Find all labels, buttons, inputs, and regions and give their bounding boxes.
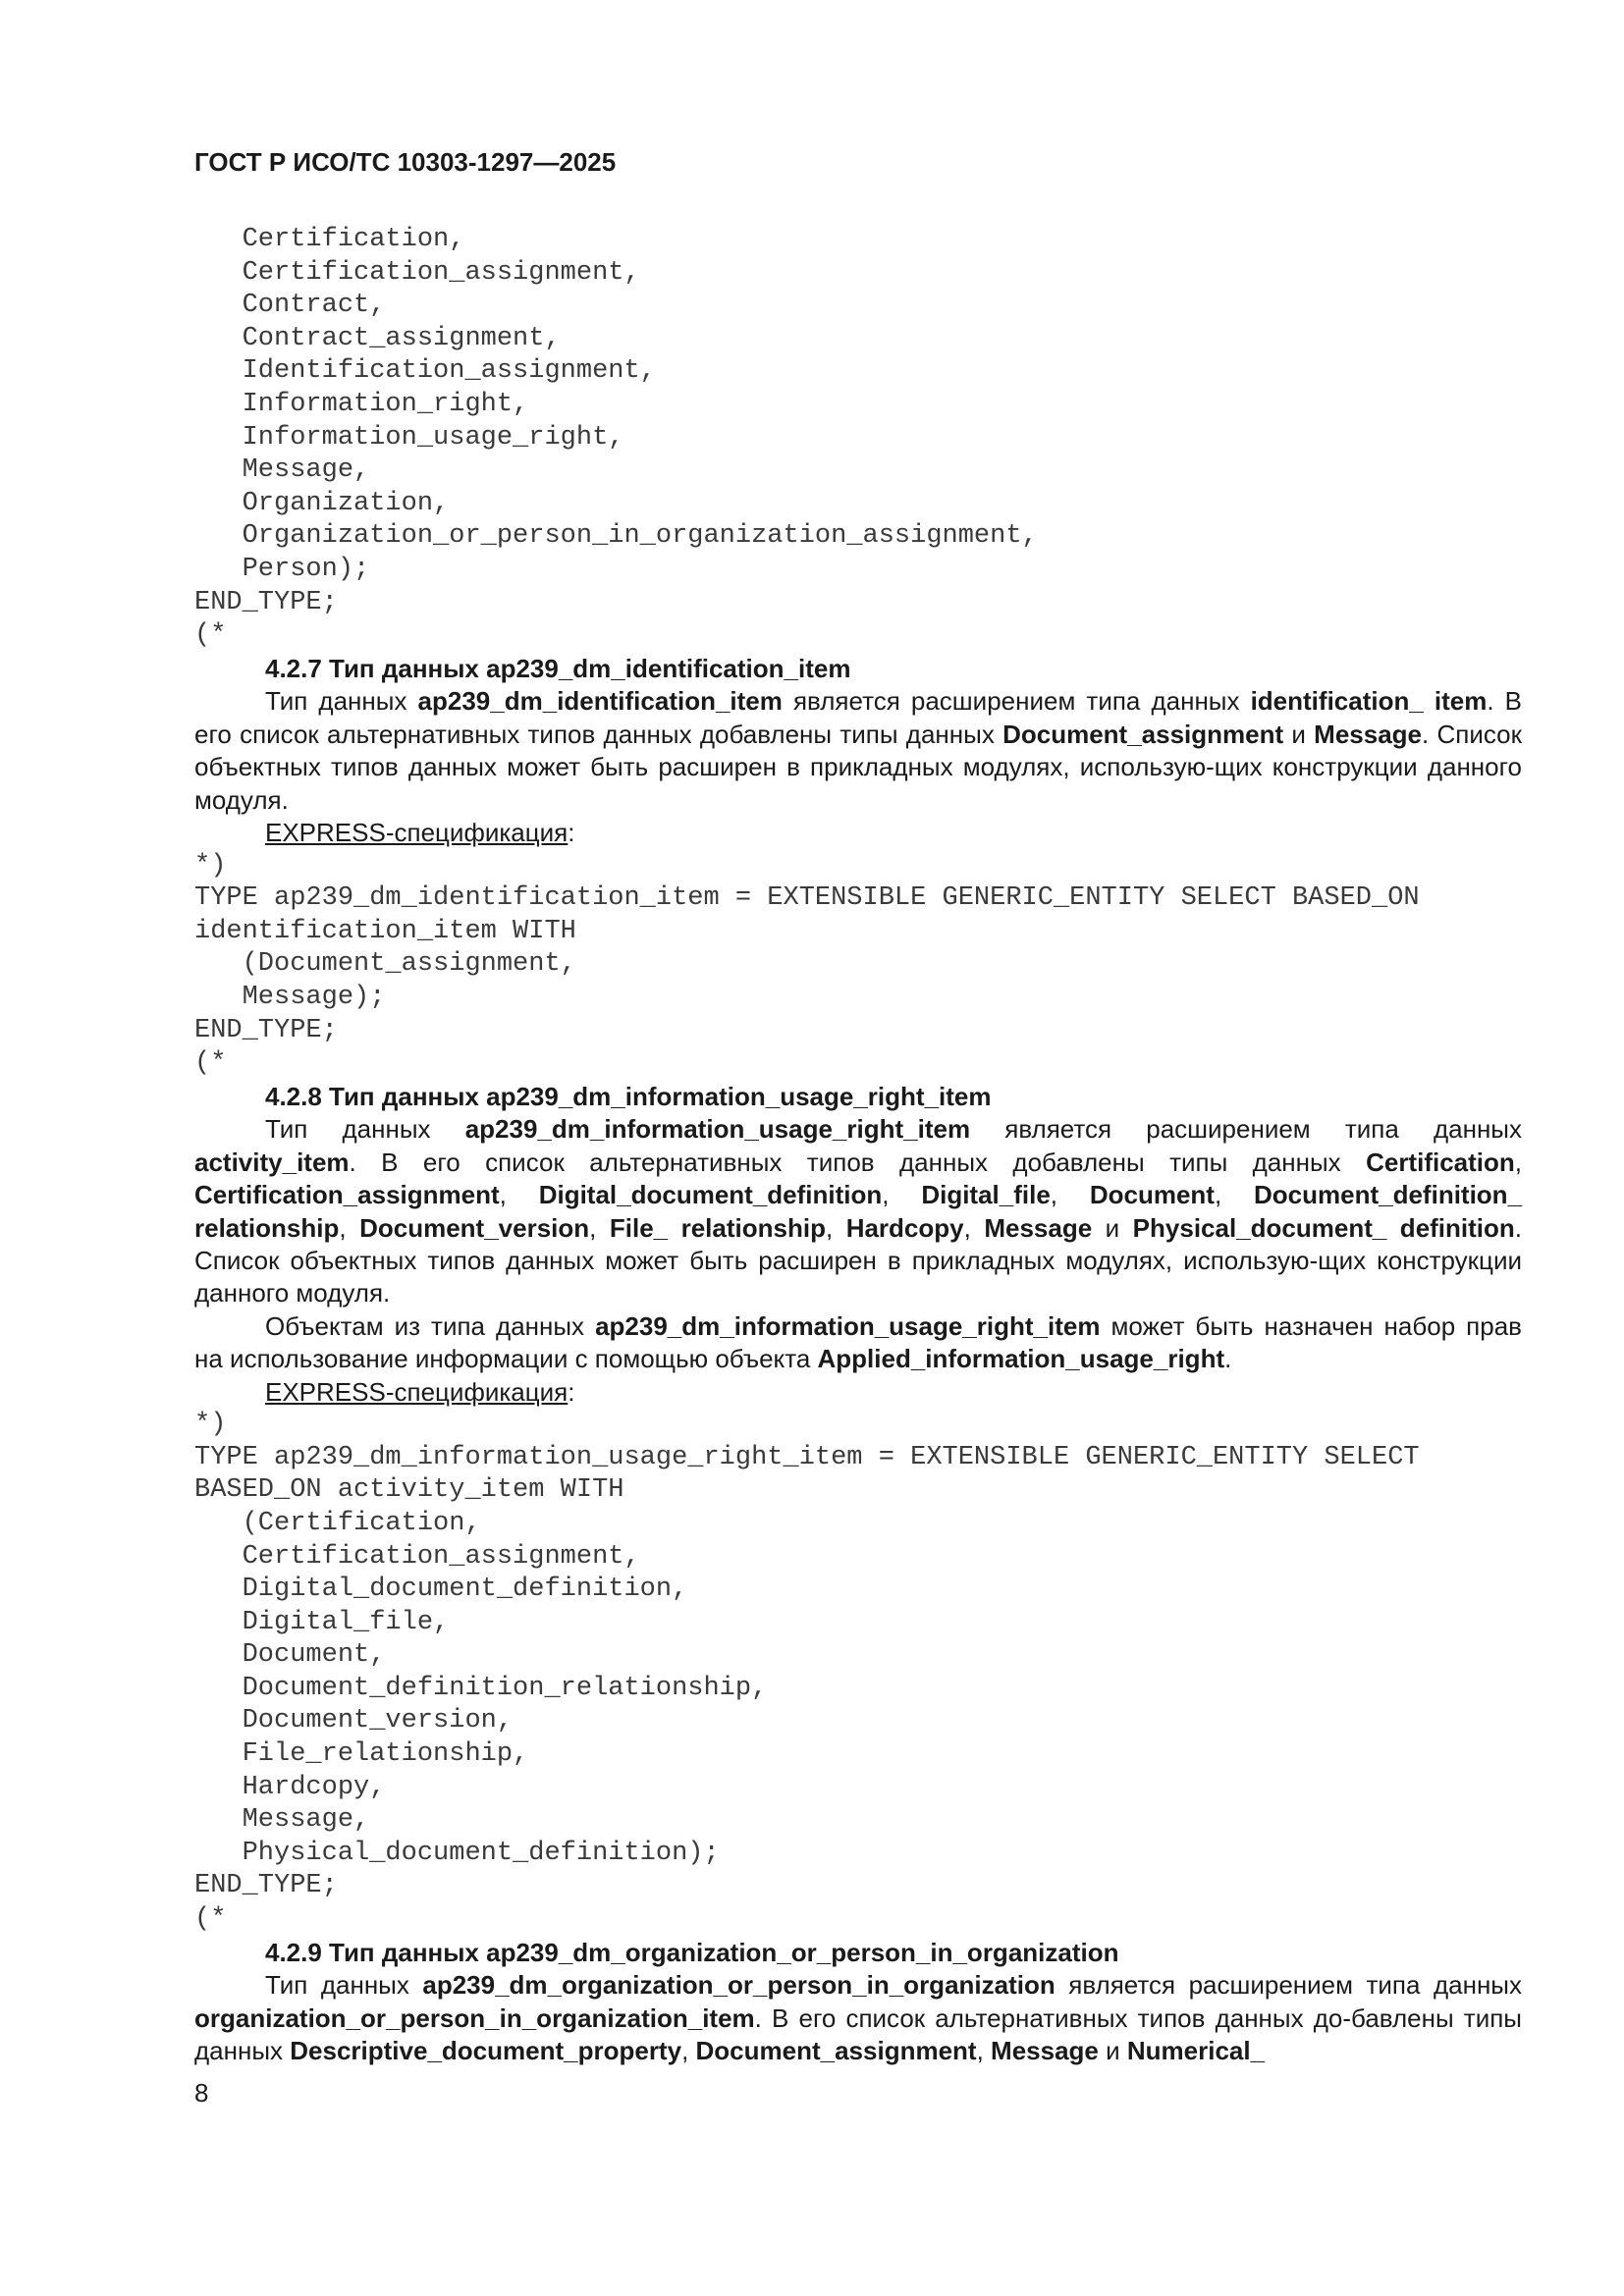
code-line: Contract_assignment, — [194, 323, 561, 353]
code-line: File_relationship, — [194, 1739, 529, 1770]
code-line: Document_definition_relationship, — [194, 1673, 768, 1703]
express-spec-link: EXPRESS-спецификация — [265, 1376, 568, 1407]
code-line: TYPE ap239_dm_identification_item = EXTENSIBLE GENERIC_ENTITY SELECT BASED_ON — [194, 883, 1420, 914]
code-line: END_TYPE; — [194, 1871, 338, 1901]
code-line: Document, — [194, 1640, 386, 1671]
term-bold: organization_or_person_in_organization_item — [194, 2002, 755, 2033]
term-bold: ap239_dm_information_usage_right_item — [595, 1310, 1101, 1341]
term-bold: Digital_file — [921, 1180, 1051, 1210]
term-bold: Document_assignment — [695, 2036, 977, 2066]
section-4-2-9-heading: 4.2.9 Тип данных ap239_dm_organization_or_person_in_organization — [265, 1937, 1119, 1967]
term-bold: File_ relationship — [609, 1212, 826, 1243]
code-line: Certification_assignment, — [194, 1541, 640, 1572]
term-bold: ap239_dm_information_usage_right_item — [464, 1114, 971, 1145]
code-line: Certification, — [194, 225, 465, 254]
code-line: Physical_document_definition); — [194, 1838, 720, 1868]
term-bold: identification_ item — [1250, 686, 1488, 717]
section-4-2-7-heading: 4.2.7 Тип данных ap239_dm_identification_item — [265, 653, 851, 683]
code-line: (* — [194, 620, 227, 651]
term-bold: Document_version — [359, 1212, 590, 1243]
term-bold: Hardcopy — [845, 1212, 964, 1243]
section-4-2-8-paragraph-1: Тип данных ap239_dm_information_usage_right_item является расширением типа данных activity_item. В его список альтернативных типов данных добавлены типы данных Certification, Certification_assignment, Digital_document_definition, Digital_file, Document, Document_definition_ relationship, Document_version, File_ relationship, Hardcopy, Message и Physical_document_ definition. Список объектных типов данных может быть расширен в прикладных модулях, использую-щих конструкции данного модуля. — [194, 1114, 1523, 1308]
section-4-2-8-paragraph-2: Объектам из типа данных ap239_dm_information_usage_right_item может быть назначен набор прав на использование информации с помощью объекта Applied_information_usage_right. — [194, 1310, 1522, 1374]
term-bold: Descriptive_document_property — [290, 2036, 682, 2066]
code-line: END_TYPE; — [194, 1015, 338, 1045]
term-bold: Numerical_ — [1126, 2036, 1266, 2066]
document-header: ГОСТ Р ИСО/ТС 10303-1297—2025 — [194, 147, 617, 177]
code-line: Contract, — [194, 291, 386, 321]
term-bold: Digital_document_definition — [538, 1180, 883, 1210]
code-line: Document_version, — [194, 1706, 514, 1736]
term-bold: Message — [984, 1212, 1093, 1243]
code-line: Hardcopy, — [194, 1772, 386, 1802]
code-line: Organization, — [194, 488, 450, 518]
express-spec-label-4-2-8: EXPRESS-спецификация: — [265, 1376, 575, 1407]
term-bold: Document — [1089, 1180, 1215, 1210]
term-bold: Certification_assignment — [194, 1180, 500, 1210]
code-line: *) — [194, 1410, 227, 1440]
code-line: Message, — [194, 455, 370, 486]
express-code-block-4-2-7 — [194, 850, 1522, 1081]
express-code-block-4-2-8 — [194, 1409, 1522, 1937]
code-line: (Document_assignment, — [194, 949, 576, 980]
code-line: *) — [194, 850, 227, 881]
code-line: Identification_assignment, — [194, 356, 656, 387]
term-bold: activity_item — [194, 1147, 350, 1177]
code-line: END_TYPE; — [194, 587, 338, 617]
code-line: Information_usage_right, — [194, 422, 624, 453]
code-line: Message, — [194, 1805, 370, 1836]
page-content — [194, 224, 1522, 2067]
code-line: Person); — [194, 554, 370, 584]
code-line: identification_item WITH — [194, 916, 576, 946]
code-line: Organization_or_person_in_organization_assignment, — [194, 521, 1038, 552]
section-4-2-7-paragraph: Тип данных ap239_dm_identification_item является расширением типа данных identification_ item. В его список альтернативных типов данных добавлены типы данных Document_assignment и Message. Список объектных типов данных может быть расширен в прикладных модулях, использую-щих конструкции данного модуля. — [194, 686, 1523, 815]
term-bold: Applied_information_usage_right — [817, 1344, 1225, 1374]
code-line: (* — [194, 1048, 227, 1079]
term-bold: ap239_dm_identification_item — [417, 686, 783, 717]
term-bold: Physical_document_ definition — [1132, 1212, 1515, 1243]
term-bold: Document_assignment — [1002, 719, 1284, 749]
code-line: Message); — [194, 982, 386, 1012]
code-line: BASED_ON activity_item WITH — [194, 1475, 624, 1506]
section-4-2-9-paragraph: Тип данных ap239_dm_organization_or_person_in_organization является расширением типа данных organization_or_person_in_organization_item. В его список альтернативных типов данных до-бавлены типы данных Descriptive_document_property, Document_assignment, Message и Numerical_ — [194, 1970, 1522, 2066]
term-bold: Message — [1314, 719, 1423, 749]
code-line: (* — [194, 1904, 227, 1935]
code-line: TYPE ap239_dm_information_usage_right_item = EXTENSIBLE GENERIC_ENTITY SELECT — [194, 1442, 1420, 1472]
express-spec-label-4-2-7: EXPRESS-спецификация: — [265, 817, 575, 847]
code-line: Information_right, — [194, 389, 529, 419]
code-line: Digital_file, — [194, 1607, 450, 1637]
code-line: Digital_document_definition, — [194, 1575, 688, 1605]
express-spec-link: EXPRESS-спецификация — [265, 817, 568, 847]
term-bold: ap239_dm_organization_or_person_in_organization — [422, 1970, 1056, 2001]
term-bold: Message — [991, 2036, 1099, 2066]
page-number: 8 — [194, 2078, 209, 2108]
express-code-block-1 — [194, 224, 1522, 653]
code-line: Certification_assignment, — [194, 257, 640, 288]
section-4-2-8-heading: 4.2.8 Тип данных ap239_dm_information_usage_right_item — [265, 1081, 992, 1111]
term-bold: Document_definition_ relationship — [194, 1180, 1523, 1243]
term-bold: Certification — [1366, 1147, 1515, 1177]
code-line: (Certification, — [194, 1508, 481, 1538]
